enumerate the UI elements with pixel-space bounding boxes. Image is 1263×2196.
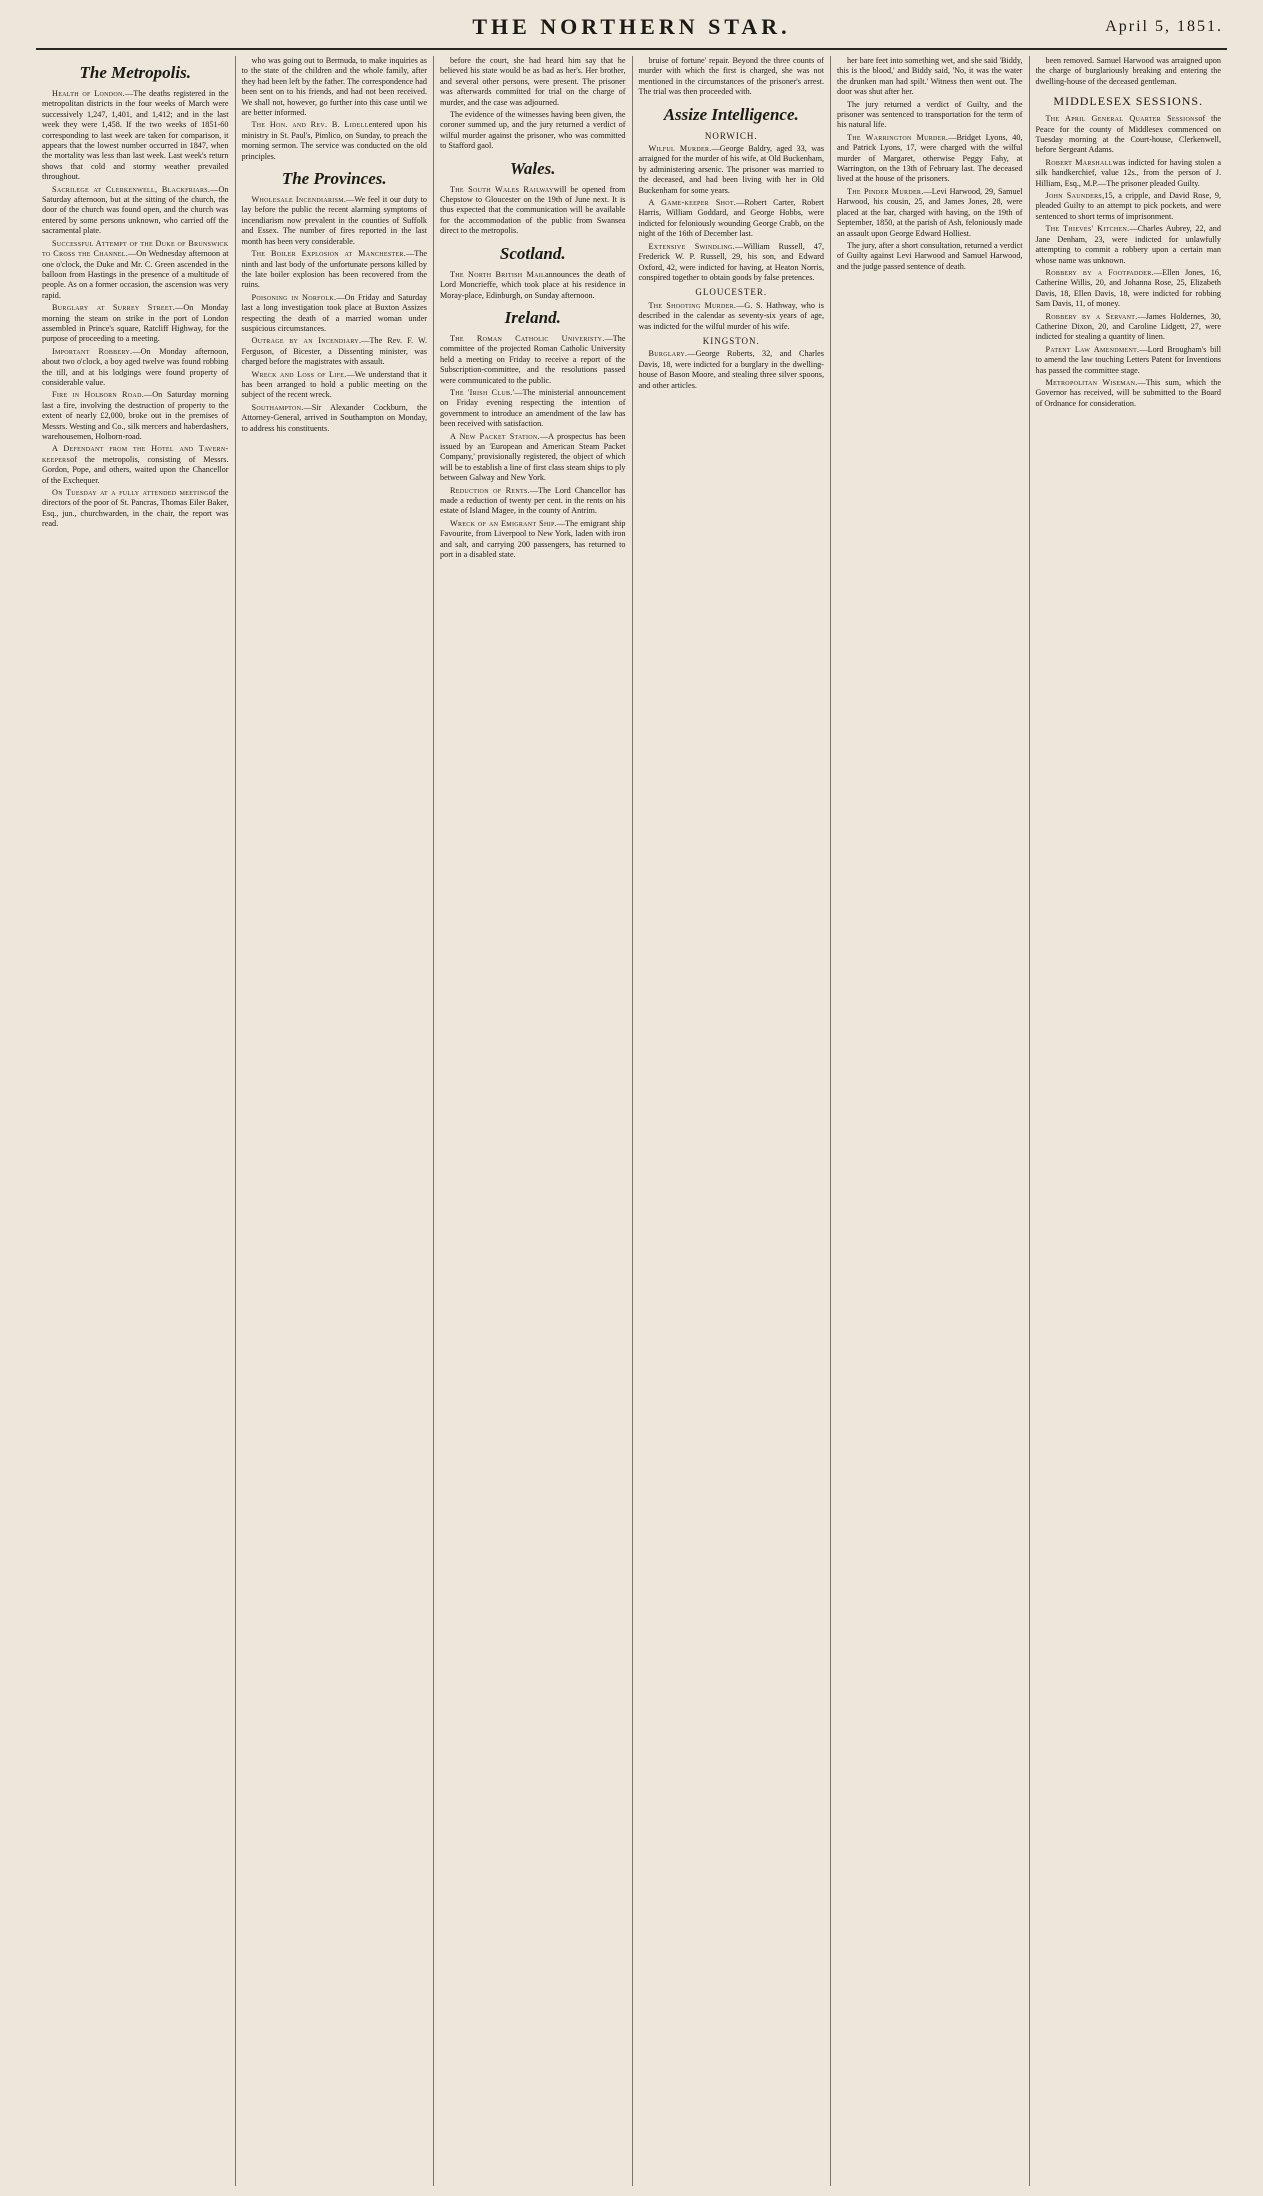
article-lead: Southampton. (251, 402, 304, 412)
article-paragraph (639, 242, 825, 284)
article-text: —The deaths registered in the metropolitan districts in the four weeks of March were successively 1,247, 1,401, and 1,412; and in the last week they were 1,458. If the two weeks of 1851-60 corresponding to last week are taken for comparison, it appears that the lowest number occurred in 1847, when the mortality was less than last week. Last week's return shows that cold and stormy weather prevailed throughout. (42, 89, 229, 182)
article-paragraph (440, 185, 626, 237)
article-text: —Charles Aubrey, 22, and Jane Denham, 23, were indicted for unlawfully attempting to commit a robbery upon a certain man whose name was unknown. (1035, 224, 1221, 265)
article-text: —The emigrant ship Favourite, from Liverpool to New York, laden with iron and salt, and carrying 200 passengers, has returned to port in a disabled state. (440, 518, 626, 560)
article-text: —G. S. Hathway, who is described in the calendar as seventy-six years of age, was indicted for the wilful murder of his wife. (638, 300, 824, 331)
article-paragraph (639, 349, 825, 391)
article-text: —The ninth and last body of the unfortunate persons killed by the late boiler explosion has been recovered from the ruins. (241, 249, 427, 290)
article-paragraph (42, 347, 229, 389)
article-paragraph (440, 432, 626, 484)
article-text: —William Russell, 47, Frederick W. P. Russell, 29, his son, and Edward Oxford, 42, were indicted for having, at Heaton Norris, conspired together to obtain goods by false pretences. (638, 241, 824, 282)
article-paragraph (440, 110, 626, 152)
article-lead: John Saunders, (1045, 191, 1105, 201)
article-lead: Wreck and Loss of Life. (251, 369, 347, 379)
article-paragraph (440, 270, 626, 301)
article-lead: The April General Quarter Sessions (1045, 114, 1199, 124)
article-lead: Patent Law Amendment. (1045, 344, 1140, 354)
masthead: THE NORTHERN STAR. (472, 14, 791, 39)
article-paragraph (440, 486, 626, 517)
article-paragraph (242, 336, 428, 367)
article-lead: Important Robbery. (52, 346, 133, 356)
article-lead: Poisoning in Norfolk. (251, 292, 337, 302)
article-text: The jury returned a verdict of Guilty, and the prisoner was sentenced to transportation for the term of his natural life. (837, 99, 1023, 130)
article-text: The jury, after a short consultation, returned a verdict of Guilty against Levi Harwood and Samuel Harwood, and the judge passed sentence of death. (837, 240, 1023, 271)
article-text: The evidence of the witnesses having been given, the coroner summed up, and the jury returned a verdict of wilful murder against the prisoner, who was committed to Stafford gaol. (440, 110, 626, 151)
article-lead: Sacrilege at Clerkenwell, Blackfriars. (52, 184, 211, 194)
article-paragraph (837, 133, 1023, 185)
dateline: April 5, 1851. (1105, 18, 1223, 35)
article-text: before the court, she had heard him say that he believed his state would be as bad as her's. Her brother, and several other persons, were present. The prisoner was afterwards committed for trial on the charge of murder, and the case was adjourned. (440, 56, 626, 107)
article-paragraph (837, 56, 1023, 98)
section-heading: KINGSTON. (702, 335, 760, 346)
article-lead: The Warrington Murder. (847, 132, 949, 142)
article-lead: Robbery by a Servant. (1045, 311, 1138, 321)
article-lead: Reduction of Rents. (450, 485, 530, 495)
article-lead: Burglary at Surrey Street. (52, 303, 176, 313)
article-text: —The Lord Chancellor has made a reduction of twenty per cent. in the rents on his estate of Island Magee, in the county of Antrim. (440, 485, 626, 516)
article-paragraph (1036, 345, 1222, 376)
article-paragraph (1036, 158, 1222, 189)
article-text: —Sir Alexander Cockburn, the Attorney-General, arrived in Southampton on Monday, to address his constituents. (241, 402, 427, 433)
section-subheading: NORWICH. (704, 130, 758, 141)
article-text: of the metropolis, consisting of Messrs. Gordon, Pope, and others, waited upon the Chancellor of the Exchequer. (42, 454, 229, 485)
article-paragraph (1036, 114, 1222, 156)
article-lead: Metropolitan Wiseman. (1045, 377, 1138, 387)
article-text: —Bridget Lyons, 40, and Patrick Lyons, 17, were charged with the wilful murder of Margaret, otherwise Peggy Fahy, at Warrington, on the 13th of February last. The deceased lived at the house of the prisoners. (837, 132, 1023, 184)
column-4 (632, 56, 831, 2186)
article-paragraph (242, 56, 428, 118)
article-text: entered upon his ministry in St. Paul's, Pimlico, on Sunday, to preach the morning sermon. The service was conducted on the old principles. (241, 120, 427, 161)
section-heading: Wales. (510, 158, 556, 178)
article-lead: On Tuesday at a fully attended meeting (52, 488, 209, 498)
article-text: —We understand that it has been arranged to hold a public meeting on the subject of the recent wreck. (241, 369, 427, 400)
article-text: —We feel it our duty to lay before the public the recent alarming symptoms of incendiarism now prevalent in the counties of Suffolk and Essex. The number of fires reported in the last month has been very considerable. (241, 195, 427, 246)
article-paragraph (42, 303, 229, 345)
article-text: —George Roberts, 32, and Charles Davis, 18, were indicted for a burglary in the dwelling-house of Bason Moore, and stealing three silver spoons, and other articles. (638, 349, 824, 390)
article-text: —The Rev. F. W. Ferguson, of Bicester, a Dissenting minister, was charged before the magistrates with assault. (241, 336, 427, 367)
article-paragraph (242, 370, 428, 401)
article-lead: The Boiler Explosion at Manchester. (251, 249, 407, 259)
article-text: —Levi Harwood, 29, Samuel Harwood, his cousin, 25, and James Jones, 28, were placed at the bar, charged with having, on the 19th of September, 1850, at the parish of Ash, feloniously made an assault upon George Edward Holliest. (837, 186, 1023, 238)
article-paragraph (1036, 378, 1222, 409)
article-text: —Ellen Jones, 16, Catherine Willis, 20, and Johanna Rose, 25, Elizabeth Davis, 18, Ellen Davis, 18, were indicted for robbing Sam Davis, 11, of money. (1035, 267, 1221, 309)
article-lead: Wholesale Incendiarism. (251, 195, 347, 205)
columns (36, 56, 1227, 2186)
article-text: —James Holdernes, 30, Catherine Dixon, 20, and Caroline Lidgett, 27, were indicted for stealing a quantity of linen. (1035, 311, 1221, 342)
article-paragraph (639, 56, 825, 98)
article-lead: Wilful Murder. (648, 144, 712, 154)
article-text: bruise of fortune' repair. Beyond the three counts of murder with which the first is charged, she was not mentioned in the circumstances of the prisoner's arrest. The trial was then proceeded with. (638, 56, 824, 97)
article-lead: The Hon. and Rev. B. Lidell (251, 120, 369, 130)
article-paragraph (42, 488, 229, 530)
article-paragraph (639, 198, 825, 240)
article-paragraph (440, 388, 626, 430)
article-paragraph (42, 185, 229, 237)
article-lead: Robert Marshall (1045, 157, 1113, 167)
article-paragraph (42, 89, 229, 183)
article-text: was indicted for having stolen a silk handkerchief, value 12s., from the person of J. Hilliam, Esq., M.P.—The prisoner pleaded Guilty. (1035, 157, 1221, 188)
article-lead: The 'Irish Club.' (450, 387, 515, 397)
section-heading: MIDDLESEX SESSIONS. (1053, 94, 1204, 109)
article-lead: A Defendant from the Hotel and Tavern-keepers (42, 444, 229, 464)
article-paragraph (1036, 56, 1222, 87)
article-text: —Lord Brougham's bill to amend the law touching Letters Patent for Inventions has passed the committee stage. (1035, 344, 1221, 375)
section-heading: The Provinces. (281, 169, 387, 189)
article-text: 15, a cripple, and David Rose, 9, pleaded Guilty to an attempt to pick pockets, and were sentenced to short terms of imprisonment. (1035, 191, 1221, 221)
article-text: —George Baldry, aged 33, was arraigned for the murder of his wife, at Old Buckenham, by administering arsenic. The prisoner was married to the deceased, and had been living with her in Old Buckenham for some years. (638, 144, 825, 195)
article-paragraph (1036, 191, 1222, 222)
article-lead: The Roman Catholic Univeristy. (450, 333, 605, 343)
article-text: —Robert Carter, Robert Harris, William Goddard, and George Hobbs, were indicted for feloniously wounding George Crabb, on the night of the 16th of December last. (638, 198, 825, 239)
article-paragraph (242, 403, 428, 434)
page-header (36, 6, 1227, 50)
article-text: who was going out to Bermuda, to make inquiries as to the state of the children and the whole family, after they had been left by the father. The correspondence had been sent on to his friends, and had not been received. We shall not, however, go further into this case until we are better informed. (241, 56, 427, 118)
article-paragraph (42, 444, 229, 486)
column-6 (1029, 56, 1228, 2186)
article-paragraph (242, 120, 428, 162)
article-lead: A Game-keeper Shot. (648, 198, 737, 208)
column-5 (830, 56, 1029, 2186)
article-lead: The Pinder Murder. (847, 186, 924, 196)
article-lead: Wreck of an Emigrant Ship. (450, 518, 557, 528)
article-paragraph (639, 144, 825, 196)
article-text: will be opened from Chepstow to Gloucester on the 19th of June next. It is thus expected that the communication will be available for the accommodation of the public from Swansea direct to the metropolis. (440, 184, 626, 236)
article-lead: Robbery by a Footpadder. (1045, 267, 1154, 277)
article-paragraph (42, 239, 229, 301)
article-text: —This sum, which the Governor has received, will be submitted to the Board of Ordnance for consideration. (1035, 377, 1222, 408)
article-paragraph (1036, 224, 1222, 266)
article-text: of the directors of the poor of St. Pancras, Thomas Eiler Baker, Esq., jun., churchwarden, in the chair, the report was read. (42, 488, 229, 529)
article-paragraph (242, 195, 428, 247)
article-lead: The Thieves' Kitchen. (1045, 224, 1130, 234)
article-lead: Outrage by an Incendiary. (251, 336, 362, 346)
article-paragraph (837, 241, 1023, 272)
article-lead: Extensive Swindling. (648, 241, 736, 251)
column-1 (36, 56, 235, 2186)
article-paragraph (440, 334, 626, 386)
article-text: —The committee of the projected Roman Catholic University held a meeting on Friday to receive a report of the Subscription-committee, and the resolutions passed were communicated to the public. (440, 333, 626, 385)
column-2 (235, 56, 434, 2186)
article-text: —On Monday afternoon, about two o'clock, a boy aged twelve was found robbing the till, and at his lodgings were found property of considerable value. (42, 346, 229, 387)
article-paragraph (639, 301, 825, 332)
article-text: —On Friday and Saturday last a long investigation took place at Buxton Assizes respecting the death of a married woman under suspicious circumstances. (241, 292, 427, 333)
article-paragraph (242, 249, 428, 291)
column-3 (433, 56, 632, 2186)
article-lead: Successful Attempt of the Duke of Brunswick to Cross the Channel. (42, 238, 229, 259)
article-lead: The Shooting Murder. (648, 300, 737, 310)
section-heading: Scotland. (499, 243, 566, 263)
article-text: —A prospectus has been issued by an 'European and American Steam Packet Company,' provisionally registered, the object of which will be to establish a line of first class steam ships to ply between Galway and New York. (440, 431, 626, 483)
article-lead: The North British Mail (450, 269, 545, 279)
article-text: —On Wednesday afternoon at one o'clock, the Duke and Mr. C. Green ascended in the balloon from Hastings in the presence of a multitude of people. As on a former occasion, the ascension was very rapid. (42, 249, 229, 300)
article-lead: The South Wales Railway (450, 184, 554, 194)
article-paragraph (440, 56, 626, 108)
article-text: —On Saturday afternoon, but at the sitting of the church, the door of the church was found open, and the church was entered by some persons unknown, who carried off the sacramental plate. (42, 184, 229, 236)
article-lead: Fire in Holborn Road. (52, 390, 145, 400)
section-heading: GLOUCESTER. (695, 287, 768, 298)
article-lead: A New Packet Station. (450, 431, 540, 441)
section-heading: The Metropolis. (79, 63, 191, 82)
article-text: of the Peace for the county of Middlesex commenced on Tuesday morning at the Court-house, Clerkenwell, before Sergeant Adams. (1035, 114, 1221, 155)
article-text: —On Monday morning the steam on strike in the port of London assembled in Prince's square, Ratcliff Highway, for the purpose of proceeding to a meeting. (42, 303, 229, 344)
article-paragraph (1036, 268, 1222, 310)
article-text: —On Saturday morning last a fire, involving the destruction of property to the extent of nearly £2,000, broke out in the premises of Messrs. Westing and Co., silk mercers and haberdashers, warehousemen, Holborn-road. (42, 390, 229, 441)
section-heading: Ireland. (504, 307, 561, 327)
article-paragraph (1036, 312, 1222, 343)
article-paragraph (837, 187, 1023, 239)
article-paragraph (242, 293, 428, 335)
article-lead: Burglary. (648, 349, 688, 359)
article-text: her bare feet into something wet, and she said 'Biddy, this is the blood,' and Biddy said, 'No, it was the water the drunken man had spilt.' Witness then went out. The door was shut after her. (837, 56, 1023, 97)
article-paragraph (440, 519, 626, 561)
article-text: been removed. Samuel Harwood was arraigned upon the charge of burglariously breaking and entering the dwelling-house of the deceased gentleman. (1035, 56, 1221, 86)
article-paragraph (837, 100, 1023, 131)
section-heading: Assize Intelligence. (663, 104, 799, 124)
article-paragraph (42, 390, 229, 442)
article-text: announces the death of Lord Moncrieffe, which took place at his residence in Moray-place, Edinburgh, on Sunday afternoon. (440, 269, 626, 300)
article-text: —The ministerial announcement on Friday evening respecting the intention of government to introduce an amendment of the law has been received with satisfaction. (440, 387, 626, 429)
article-lead: Health of London. (52, 89, 126, 98)
